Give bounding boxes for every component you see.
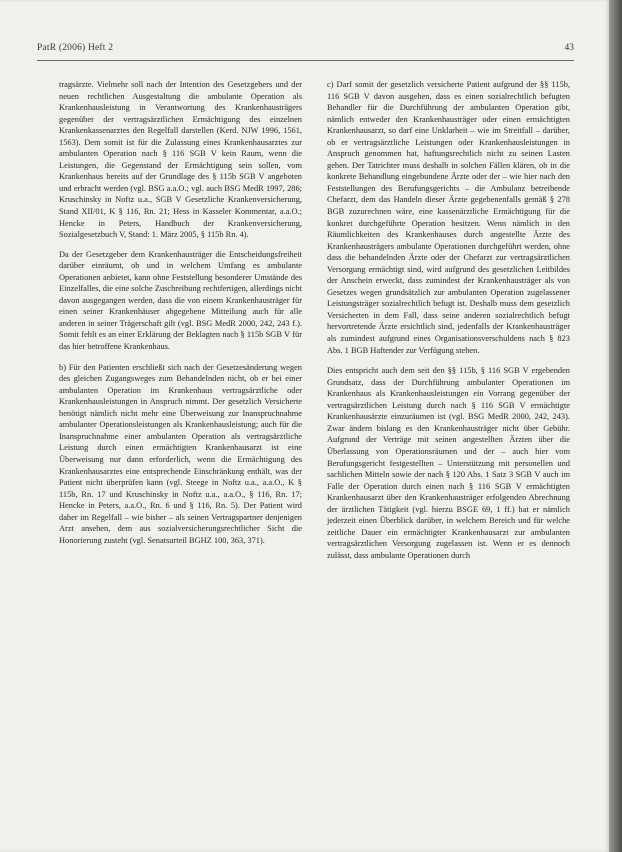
paragraph: Da der Gesetzgeber dem Krankenhausträger die Entscheidungsfreiheit darüber einräumt, ob und in welchem Umfang es ambulante Operationen anbietet, kann ohne Feststellung besonderer Umstände des Einzelfalles, die eine solche Zuschreibung rechtfertigen, allerdings nicht davon ausgegangen werden, dass die von einem Krankenhausträger für einen seiner Krankenhäuser abgegebene Mitteilung auch für alle anderen in seiner Trägerschaft gilt (vgl. BSG MedR 2000, 242, 243 f.). Somit fehlt es an einer Erklärung der Beklagten nach § 115b SGB V für das hier betroffene Krankenhaus. — [59, 249, 302, 352]
right-column — [327, 79, 570, 569]
page-number: 43 — [564, 43, 574, 53]
running-header — [37, 43, 574, 57]
header-rule — [37, 60, 574, 61]
paragraph: Dies entspricht auch dem seit den §§ 115b, § 116 SGB V ergebenden Grundsatz, dass der Durchführung ambulanter Operationen im Krankenhaus als Krankenhausleistungen ein Vorrang gegenüber der vertragsärztlichen Leistung durch nach § 116 SGB V ermächtigte Krankenhausärzte einzuräumen ist (vgl. BSG MedR 2000, 242, 243). Zwar ändern bislang es den Krankenhausträger nicht über Gebühr. Aufgrund der Verträge mit seinen angestellten Ärzten über die Überlassung von Operationsräumen und der – auch hier vom Berufungsgericht festgestellten – Unterstützung mit personellen und sachlichen Mitteln sowie der nach § 120 Abs. 1 Satz 3 SGB V auch im Falle der Operation durch einen nach § 116 SGB V ermächtigten Krankenhausarzt über den Krankenhausträger erfolgenden Abrechnung der ärztlichen Tätigkeit (vgl. hierzu BSGE 69, 1 ff.) hat er nämlich jederzeit einen Überblick darüber, in welchem Bereich und für welche zeitliche Dauer ein ermächtigter Krankenhausarzt zur ambulanten vertragsärztlichen Versorgung zugelassen ist. Wenn er es dennoch zulässt, dass ambulante Operationen durch — [327, 366, 570, 560]
paragraph: b) Für den Patienten erschließt sich nach der Gesetzesänderung wegen des gleichen Zugangsweges zum Behandelnden nicht, ob er bei einer ambulanten Operation im Krankenhaus vertragsärztliche oder Krankenhausleistungen in Anspruch nimmt. Der gesetzlich Versicherte benötigt nämlich nicht mehr eine Überweisung zur Inanspruchnahme ambulanter Operationsleistungen als Krankenhausleistung; auch für die Inanspruchnahme einer ambulanten Operation als vertragsärztliche Leistung durch einen ermächtigten Krankenhausarzt ist eine Überweisung nur dann erforderlich, wenn die Ermächtigung des Krankenhausarztes eine entsprechende Einschränkung enthält, was der Patient nicht überprüfen kann (vgl. Steege in Noftz u.a., a.a.O., K § 115b, Rn. 17 und Kruschinsky in Noftz u.a., a.a.O., § 116, Rn. 17; Hencke in Peters, a.a.O., Rn. 6 und § 116, Rn. 5). Der Patient wird daher im Regelfall – wie bisher – als seinen Vertragspartner denjenigen Arzt ansehen, dem aus sozialversicherungsrechtlicher Sicht die Honorierung zusteht (vgl. Senatsurteil BGHZ 100, 363, 371). — [59, 362, 302, 545]
scan-edge — [609, 0, 622, 852]
paragraph: tragsärzte. Vielmehr soll nach der Intention des Gesetzgebers und der neuen rechtlichen Ausgestaltung die ambulante Operation als Krankenhausleistung in Verantwortung des Krankenhausträgers gegenüber der vertragsärztlichen Ermächtigung des einzelnen Krankenkassenarztes den Regelfall darstellen (Kerd. NJW 1996, 1561, 1563). Dem somit ist für die Zulassung eines Krankenhausarztes zur ambulanten Operation nach § 116 SGB V kein Raum, wenn die Leistungen, die Gegenstand der Ermächtigung sein sollen, vom Krankenhaus bereits auf der Grundlage des § 115b SGB V angeboten und erbracht werden (vgl. BSG a.a.O.; vgl. auch BSG MedR 1997, 286; Kruschinsky in Noftz u.a., SGB V Gesetzliche Krankenversicherung, Stand XII/01, K § 116, Rn. 21; Hess in Kasseler Kommentar, a.a.O.; Hencke in Peters, Handbuch der Krankenversicherung, Sozialgesetzbuch V, Stand: 1. März 2005, § 115b Rn. 4). — [59, 80, 302, 240]
journal-title: PatR (2006) Heft 2 — [37, 43, 114, 53]
paragraph: c) Darf somit der gesetzlich versicherte Patient aufgrund der §§ 115b, 116 SGB V davon ausgehen, dass es einen sozialrechtlich befugten Behandler für die Durchführung der ambulanten Operation gibt, nämlich entweder den Krankenhausträger oder einen ermächtigten Krankenhausarzt, so darf eine Unklarheit – wie im Streitfall – darüber, ob er vertragsärztliche Leistungen oder Krankenhausleistungen in Anspruch genommen hat, haftungsrechtlich nicht zu seinen Lasten gehen. Der Tatrichter muss deshalb in solchen Fällen klären, ob in die konkrete Behandlung eingebundene Ärzte oder der – wie hier nach den Feststellungen des Berufungsgerichts – die Ambulanz betreibende Chefarzt, dem das Handeln dieser Ärzte gegebenenfalls gemäß § 278 BGB zuzurechnen wäre, eine kassenärztliche Ermächtigung für die konkret durchgeführte Operation besitzen. Wenn nämlich in den Räumlichkeiten des Krankenhauses durch angestellte Ärzte des Krankenhausträgers ambulante Operationen durchgeführt werden, ohne dass die behandelnden Ärzte oder der Chefarzt zur vertragsärztlichen Versorgung ermächtigt sind, wird aufgrund des gesetzlichen Leitbildes der Anschein erweckt, dass zumindest der Krankenhausträger als von Gesetzes wegen grundsätzlich zur ambulanten Operation zugelassener Leistungsträger sozialrechtlich befugt ist. Deshalb muss dem gesetzlich Versicherten in dem Fall, dass seine anderen sozialrechtlich befugt hervortretende Ärzte ersichtlich sind, jedenfalls der Krankenhausträger als zumindest aufgrund eines Organisationsverschuldens nach § 823 Abs. 1 BGB Haftender zur Verfügung stehen. — [327, 80, 570, 355]
left-column — [59, 79, 302, 554]
